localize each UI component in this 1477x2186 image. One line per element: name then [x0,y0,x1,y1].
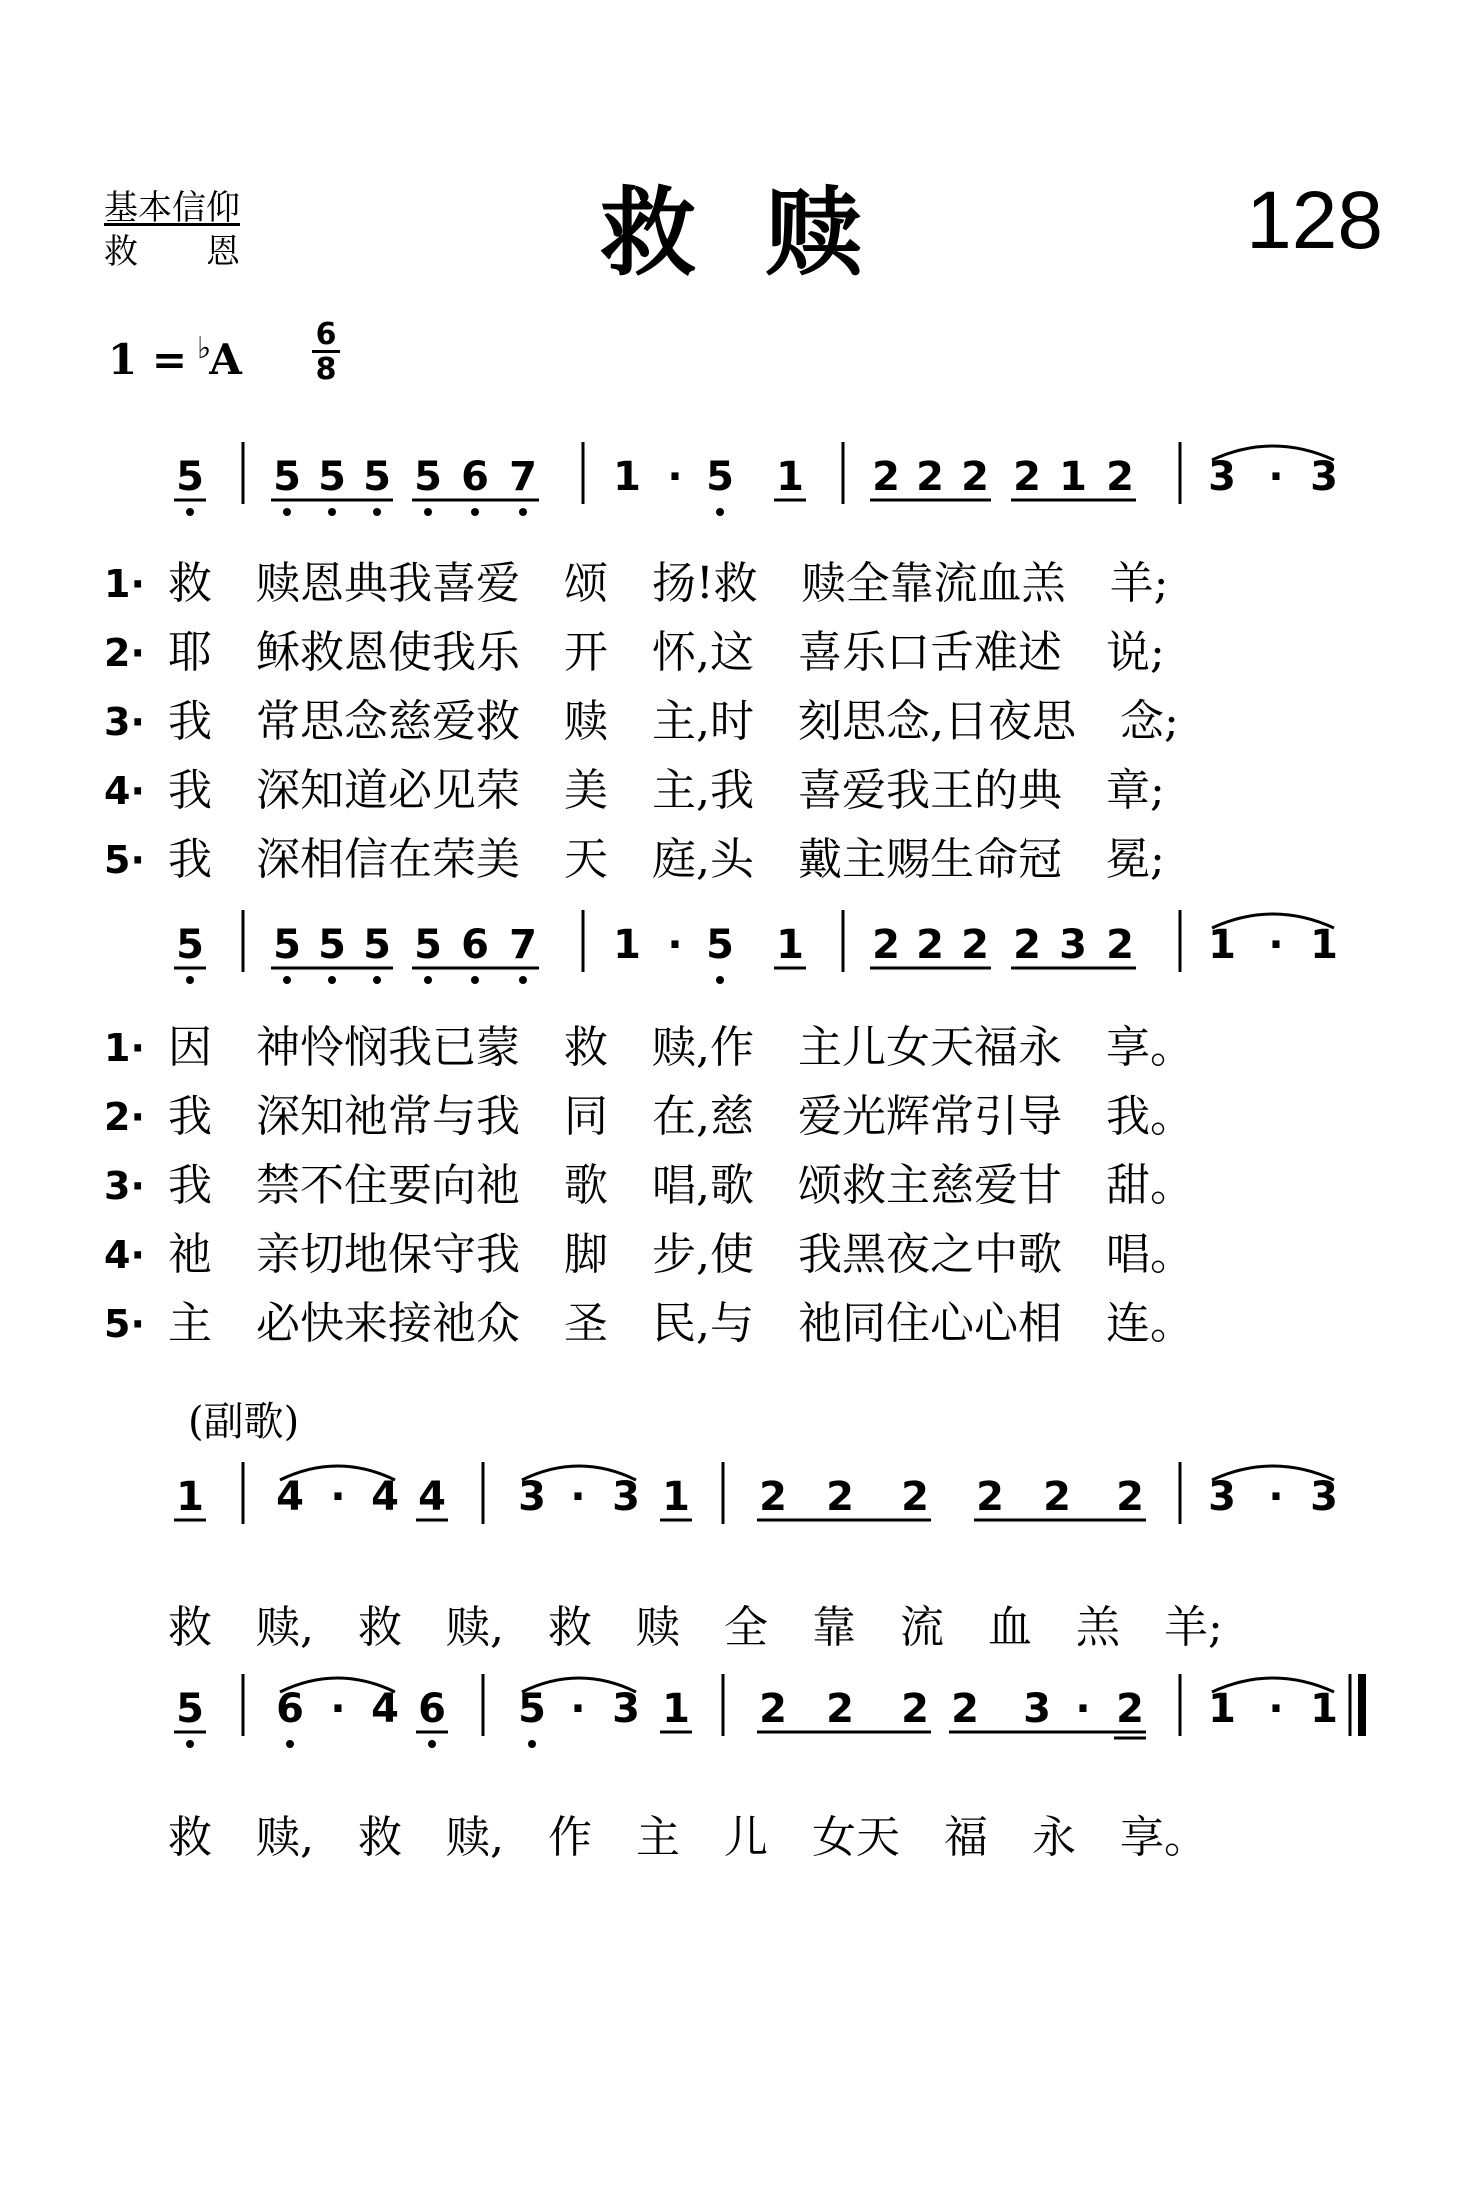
octave-dot-below [519,976,527,984]
hymn-title: 救赎 [600,176,932,289]
octave-dot-below [373,976,381,984]
note: 1 [1208,922,1236,968]
note: 6 [418,1686,446,1732]
note: 4 [276,1474,304,1520]
verse-number: 4· [104,1233,145,1277]
verse-text: 我 深知祂常与我 同 在,慈 爱光辉常引导 我。 [168,1091,1194,1142]
augmentation-dot: · [1268,1474,1284,1520]
note: 2 [1116,1686,1144,1732]
note: 6 [461,922,489,968]
note: 3 [1310,454,1338,500]
verse-text: 主 必快来接祂众 圣 民,与 祂同住心心相 连。 [168,1298,1194,1349]
note: 2 [976,1474,1004,1520]
verse-text: 因 神怜悯我已蒙 救 赎,作 主儿女天福永 享。 [168,1022,1194,1073]
note: 3 [612,1474,640,1520]
octave-dot-below [286,1740,294,1748]
note: 3 [1208,454,1236,500]
augmentation-dot: · [330,1474,346,1520]
octave-dot-below [424,508,432,516]
notation-row-4 [0,1672,1477,1782]
verse-lyrics-block-b [104,1020,1404,1365]
note: 1 [1310,922,1338,968]
note: 7 [509,922,537,968]
verse-number: 5· [104,838,145,882]
note: 1 [662,1686,690,1732]
note: 5 [176,454,204,500]
verse-line [104,625,1404,694]
note: 5 [414,922,442,968]
augmentation-dot: · [570,1686,586,1732]
key-note: A [209,335,242,384]
octave-dot-below [424,976,432,984]
note: 3 [518,1474,546,1520]
note: 2 [1106,454,1134,500]
note: 1 [1310,1686,1338,1732]
note: 1 [1059,454,1087,500]
note: 1 [613,922,641,968]
octave-dot-below [283,508,291,516]
note: 2 [901,1686,929,1732]
time-signature [312,317,340,387]
notation-row-3 [0,1460,1477,1570]
note: 2 [916,922,944,968]
verse-line [104,556,1404,625]
octave-dot-below [528,1740,536,1748]
note: 2 [916,454,944,500]
notation-row-1 [0,440,1477,550]
verse-line [104,1020,1404,1089]
note: 6 [276,1686,304,1732]
category-sub: 救 恩 [104,232,240,272]
note: 4 [371,1686,399,1732]
note: 3 [1208,1474,1236,1520]
note: 2 [1013,454,1041,500]
octave-dot-below [428,1740,436,1748]
verse-text: 耶 稣救恩使我乐 开 怀,这 喜乐口舌难述 说; [168,627,1165,678]
verse-number: 2· [104,631,145,675]
verse-number: 3· [104,700,145,744]
note: 2 [901,1474,929,1520]
note: 1 [776,454,804,500]
octave-dot-below [186,976,194,984]
chorus-lyrics-line-2: 救 赎, 救 赎, 作 主 儿 女天 福 永 享。 [168,1812,1208,1863]
note: 2 [759,1686,787,1732]
note: 2 [1106,922,1134,968]
verse-text: 我 深知道必见荣 美 主,我 喜爱我王的典 章; [168,765,1165,816]
note: 2 [961,454,989,500]
verse-text: 我 常思念慈爱救 赎 主,时 刻思念,日夜思 念; [168,696,1179,747]
key-signature [108,331,242,390]
verse-number: 3· [104,1164,145,1208]
note: 2 [1043,1474,1071,1520]
note: 4 [418,1474,446,1520]
note: 2 [872,922,900,968]
verse-number: 4· [104,769,145,813]
verse-line [104,1158,1404,1227]
note: 3 [612,1686,640,1732]
verse-line [104,1227,1404,1296]
verse-line [104,1296,1404,1365]
notation-row-2 [0,908,1477,1018]
verse-text: 我 禁不住要向祂 歌 唱,歌 颂救主慈爱甘 甜。 [168,1160,1194,1211]
verse-lyrics-block-a [104,556,1404,901]
note: 2 [826,1686,854,1732]
time-bottom: 8 [315,352,337,387]
note: 7 [509,454,537,500]
verse-number: 1· [104,562,145,606]
verse-line [104,694,1404,763]
note: 4 [371,1474,399,1520]
note: 6 [461,454,489,500]
note: 5 [363,454,391,500]
verse-line [104,1089,1404,1158]
octave-dot-below [716,976,724,984]
augmentation-dot: · [667,922,683,968]
verse-number: 2· [104,1095,145,1139]
note: 5 [176,1686,204,1732]
note: 2 [826,1474,854,1520]
augmentation-dot: · [1268,454,1284,500]
note: 2 [1116,1474,1144,1520]
augmentation-dot: · [667,454,683,500]
verse-number: 5· [104,1302,145,1346]
note: 5 [414,454,442,500]
note: 2 [1013,922,1041,968]
note: 2 [872,454,900,500]
note: 5 [706,922,734,968]
note: 1 [1208,1686,1236,1732]
flat-sign: ♭ [197,331,212,366]
staff-notes-2 [174,910,1338,984]
augmentation-dot: · [570,1474,586,1520]
key-prefix: 1 = [108,335,188,384]
note: 1 [776,922,804,968]
augmentation-dot: · [330,1686,346,1732]
category-main: 基本信仰 [104,188,240,228]
augmentation-dot: · [1268,1686,1284,1732]
note: 3 [1059,922,1087,968]
octave-dot-below [328,976,336,984]
note: 1 [662,1474,690,1520]
octave-dot-below [716,508,724,516]
note: 2 [961,922,989,968]
note: 3 [1310,1474,1338,1520]
staff-notes-3 [174,1462,1338,1524]
staff-notes-4 [174,1674,1362,1748]
note: 2 [951,1686,979,1732]
note: 2 [759,1474,787,1520]
augmentation-dot: · [1268,922,1284,968]
verse-number: 1· [104,1026,145,1070]
staff-notes-1 [174,442,1338,516]
verse-text: 救 赎恩典我喜爱 颂 扬!救 赎全靠流血羔 羊; [168,558,1169,609]
chorus-lyrics-line-1: 救 赎, 救 赎, 救 赎 全 靠 流 血 羔 羊; [168,1602,1223,1653]
note: 1 [176,1474,204,1520]
octave-dot-below [283,976,291,984]
note: 5 [273,454,301,500]
time-top: 6 [312,320,340,353]
hymn-number: 128 [1246,175,1383,266]
verse-text: 我 深相信在荣美 天 庭,头 戴主赐生命冠 冕; [168,834,1165,885]
octave-dot-below [186,508,194,516]
note: 5 [706,454,734,500]
note: 5 [518,1686,546,1732]
note: 1 [613,454,641,500]
verse-line [104,832,1404,901]
octave-dot-below [471,508,479,516]
note: 5 [273,922,301,968]
octave-dot-below [471,976,479,984]
octave-dot-below [519,508,527,516]
verse-line [104,763,1404,832]
octave-dot-below [373,508,381,516]
note: 5 [363,922,391,968]
note: 5 [318,922,346,968]
octave-dot-below [328,508,336,516]
octave-dot-below [186,1740,194,1748]
note: 5 [176,922,204,968]
verse-text: 祂 亲切地保守我 脚 步,使 我黑夜之中歌 唱。 [168,1229,1194,1280]
note: 5 [318,454,346,500]
note: 3 [1023,1686,1051,1732]
augmentation-dot: · [1075,1686,1091,1732]
chorus-label: (副歌) [188,1399,300,1445]
